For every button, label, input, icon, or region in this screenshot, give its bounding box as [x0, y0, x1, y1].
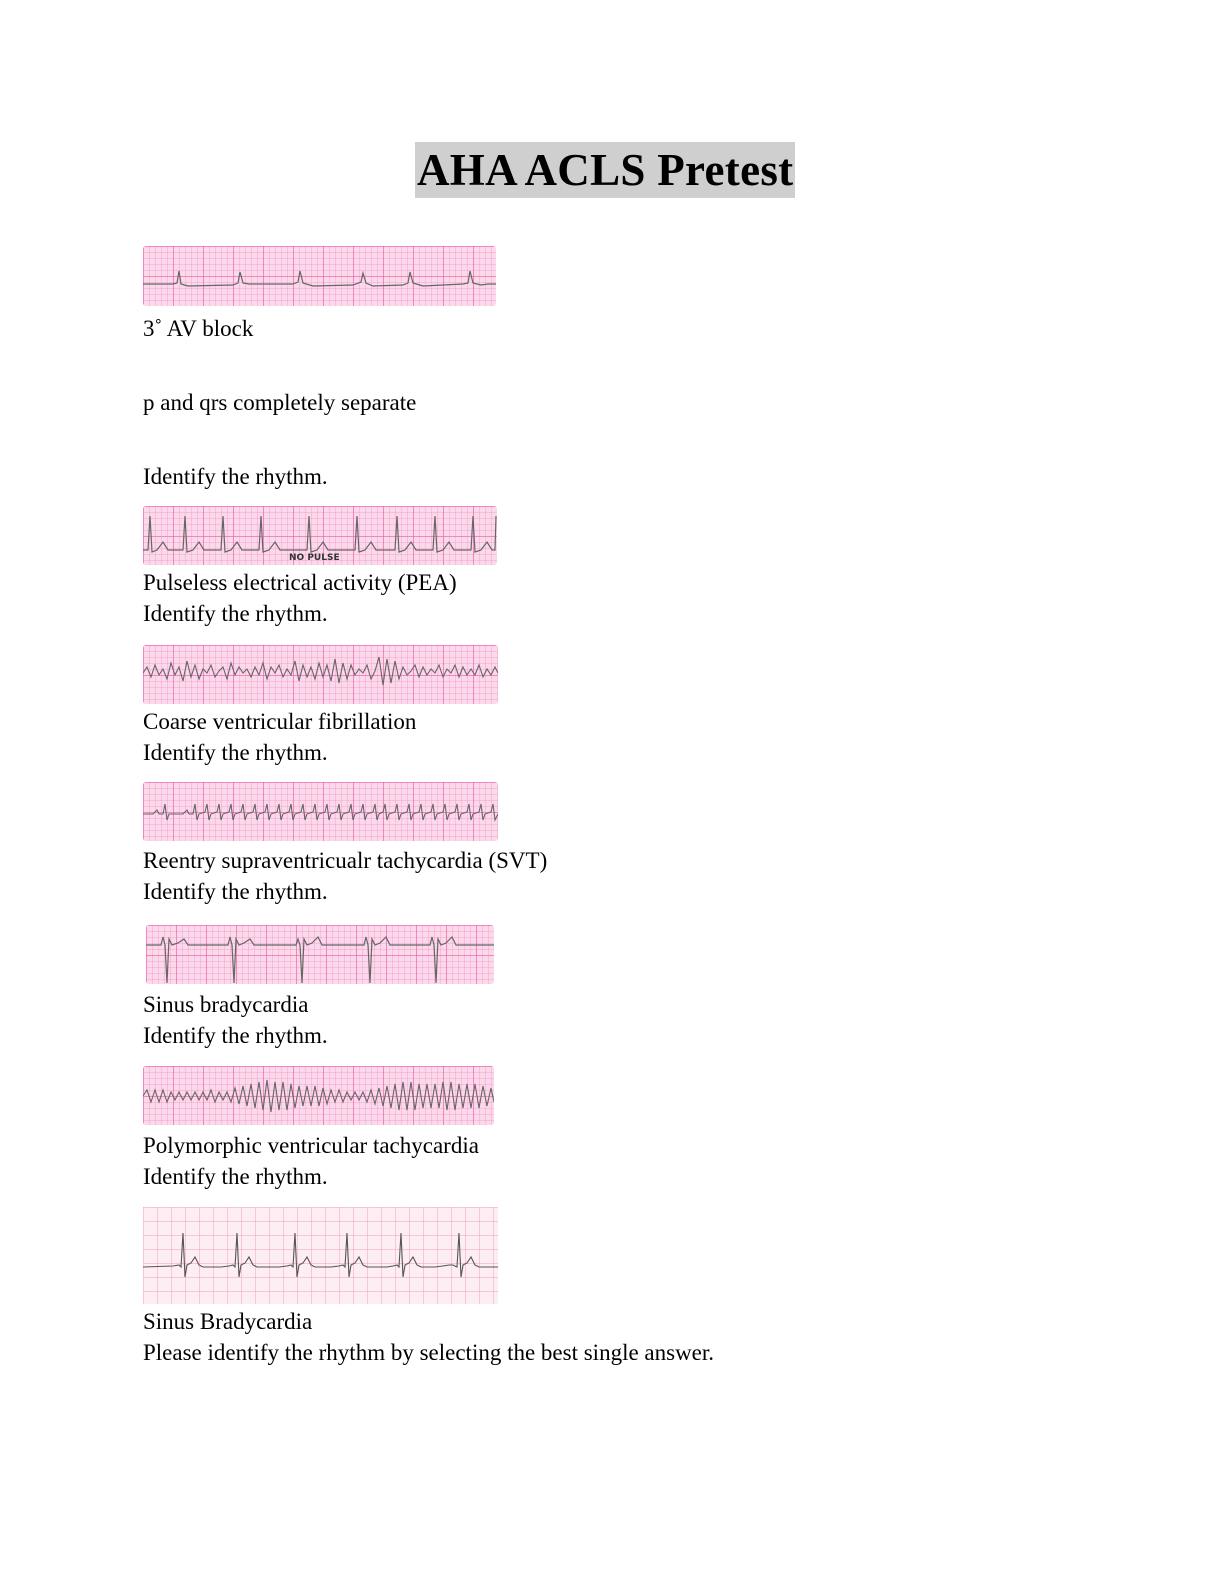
ecg-strip-svt [143, 782, 498, 841]
question-prompt: Identify the rhythm. [143, 464, 328, 489]
ecg-strip-sinus-brady [146, 925, 494, 984]
question-prompt: Please identify the rhythm by selecting the best single answer. [143, 1340, 715, 1365]
page-title: AHA ACLS Pretest [415, 142, 795, 198]
answer-text: 3˚ AV block [143, 316, 254, 341]
ecg-strip-vfib [143, 645, 498, 704]
answer-text: Polymorphic ventricular tachycardia [143, 1133, 479, 1158]
question-prompt: Identify the rhythm. [143, 1023, 328, 1048]
ecg-trace [143, 246, 496, 306]
question-prompt: Identify the rhythm. [143, 1164, 328, 1189]
note-text: p and qrs completely separate [143, 390, 417, 415]
ecg-strip-pea [143, 506, 497, 565]
question-prompt: Identify the rhythm. [143, 879, 328, 904]
ecg-trace [143, 1207, 498, 1304]
answer-text: Sinus Bradycardia [143, 1309, 313, 1334]
ecg-strip-polymorphic-vt [143, 1066, 494, 1125]
ecg-strip-sinus-brady-2 [143, 1207, 498, 1304]
answer-text: Pulseless electrical activity (PEA) [143, 570, 457, 595]
answer-text: Reentry supraventricualr tachycardia (SVT) [143, 848, 548, 873]
ecg-trace [143, 782, 498, 841]
ecg-trace [146, 925, 494, 984]
question-prompt: Identify the rhythm. [143, 601, 328, 626]
answer-text: Coarse ventricular fibrillation [143, 709, 417, 734]
no-pulse-label: NO PULSE [289, 553, 340, 563]
ecg-trace [143, 645, 498, 704]
question-prompt: Identify the rhythm. [143, 740, 328, 765]
ecg-trace [143, 1066, 494, 1125]
answer-text: Sinus bradycardia [143, 992, 309, 1017]
ecg-strip-av-block [143, 246, 496, 306]
